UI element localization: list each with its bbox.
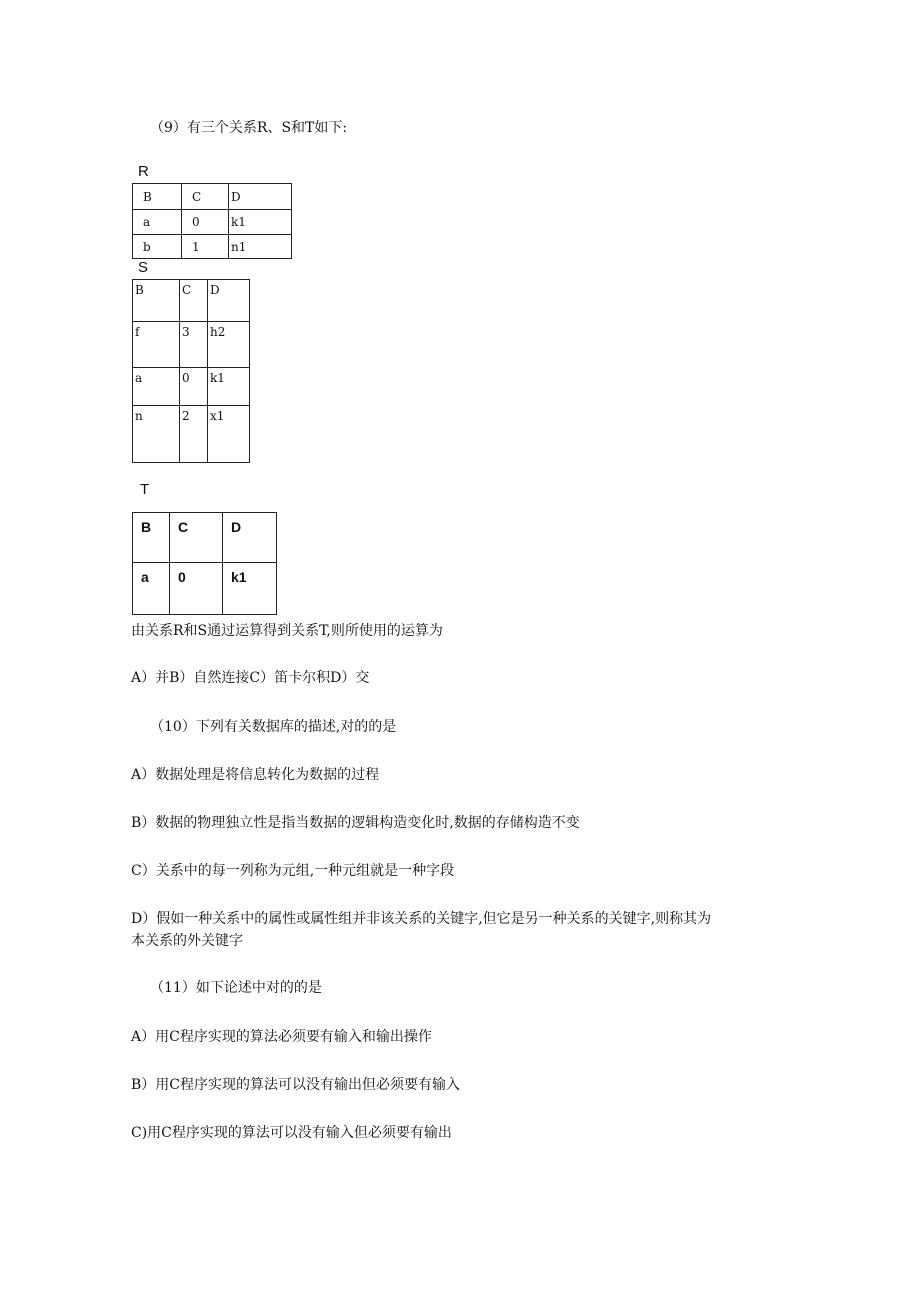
table-cell: a <box>133 368 180 406</box>
relation-s-table <box>132 279 250 463</box>
relation-r-table <box>132 183 292 259</box>
header-cell: D <box>208 280 250 322</box>
relation-t-table <box>132 512 277 615</box>
header-cell: C <box>180 280 208 322</box>
table-cell: 0 <box>180 368 208 406</box>
table-row <box>133 368 250 406</box>
table-cell: a <box>133 210 182 235</box>
table-cell: k1 <box>223 563 277 615</box>
table-row <box>133 406 250 463</box>
q10-option-d-line1: D）假如一种关系中的属性或属性组并非该关系的关键字,但它是另一种关系的关键字,则称其为 <box>131 911 712 927</box>
table-row <box>133 563 277 615</box>
table-cell: 1 <box>182 235 229 259</box>
header-cell: C <box>170 513 223 563</box>
table-cell: 3 <box>180 322 208 368</box>
table-cell: k1 <box>229 210 292 235</box>
table-row <box>133 322 250 368</box>
q9-question: 由关系R和S通过运算得到关系T,则所使用的运算为 <box>131 623 443 639</box>
q11-option-b: B）用C程序实现的算法可以没有输出但必须要有输入 <box>131 1077 460 1093</box>
q9-options: A）并B）自然连接C）笛卡尔积D）交 <box>131 670 370 686</box>
q11-option-c: C)用C程序实现的算法可以没有输入但必须要有输出 <box>131 1125 452 1141</box>
relation-r-name: R <box>138 163 149 180</box>
table-cell: 0 <box>170 563 223 615</box>
table-row <box>133 210 292 235</box>
header-cell: B <box>133 280 180 322</box>
q11-option-a: A）用C程序实现的算法必须要有输入和输出操作 <box>131 1029 432 1045</box>
table-header-row <box>133 513 277 563</box>
table-cell: h2 <box>208 322 250 368</box>
q9-intro: （9）有三个关系R、S和T如下: <box>150 120 348 136</box>
table-cell: 0 <box>182 210 229 235</box>
table-header-row <box>133 280 250 322</box>
header-cell: D <box>229 184 292 210</box>
q10-option-b: B）数据的物理独立性是指当数据的逻辑构造变化时,数据的存储构造不变 <box>131 815 580 831</box>
table-cell: k1 <box>208 368 250 406</box>
header-cell: C <box>182 184 229 210</box>
table-row <box>133 235 292 259</box>
table-cell: n1 <box>229 235 292 259</box>
table-cell: a <box>133 563 170 615</box>
table-header-row <box>133 184 292 210</box>
q10-option-c: C）关系中的每一列称为元组,一种元组就是一种字段 <box>131 863 455 879</box>
table-cell: 2 <box>180 406 208 463</box>
relation-t-name: T <box>140 481 150 498</box>
q10-option-a: A）数据处理是将信息转化为数据的过程 <box>131 767 380 783</box>
header-cell: B <box>133 513 170 563</box>
header-cell: B <box>133 184 182 210</box>
header-cell: D <box>223 513 277 563</box>
table-cell: x1 <box>208 406 250 463</box>
q10-question: （10）下列有关数据库的描述,对的的是 <box>150 719 397 735</box>
table-cell: f <box>133 322 180 368</box>
table-cell: n <box>133 406 180 463</box>
q10-option-d-line2: 本关系的外关键字 <box>131 933 243 949</box>
table-cell: b <box>133 235 182 259</box>
relation-s-name: S <box>138 259 149 276</box>
q11-question: （11）如下论述中对的的是 <box>150 980 322 996</box>
